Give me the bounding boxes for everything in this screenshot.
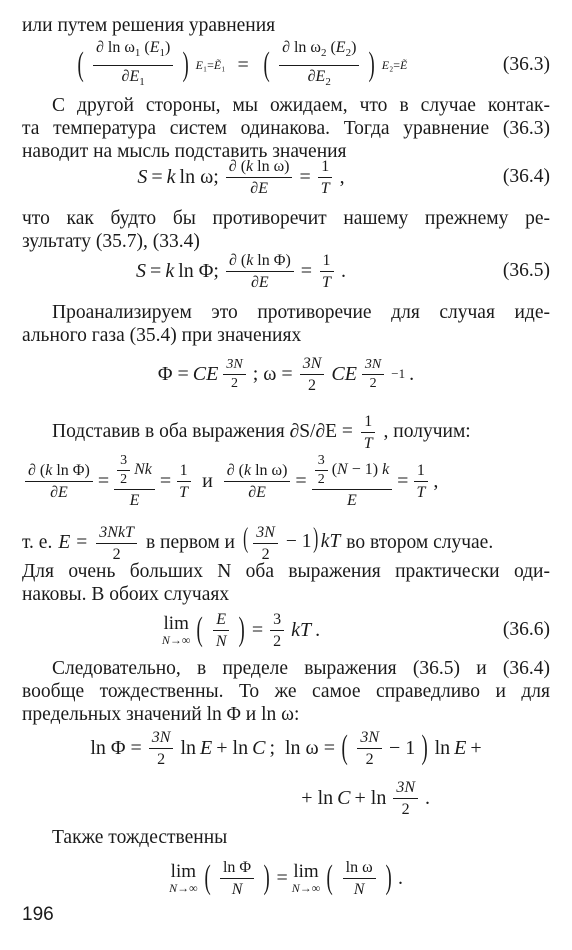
- text-line: предельных значений ln Φ и ln ω:: [22, 704, 300, 725]
- equation-number: (36.3): [502, 54, 550, 75]
- equation-log-forms-line-1: ln Φ = 3N 2 ln E + ln C ; ln ω = ( 3N 2 − 1 ) ln E +: [90, 728, 482, 768]
- text-line: Следовательно, в пределе выражения (36.5) и (36.4): [52, 658, 550, 679]
- equation-number: (36.4): [502, 166, 550, 187]
- text-line: наковы. В обоих случаях: [22, 584, 230, 605]
- equation-number: (36.6): [502, 619, 550, 640]
- equation-limit-equality: lim N→∞ ( ln Φ N ) = lim N→∞ ( ln ω N ) .: [169, 858, 403, 898]
- equation-36-3: ( ∂ $\ln \omega_1$ $(E_1)$ $\partial E_1$ ) E₁=Ẽ₁ = ( ∂ $\ln \omega_2$ $(E_2)$ $\partial E_2$ ) E₂=Ẽ (36.3): [77, 39, 550, 88]
- equation-36-6: lim N→∞ ( E N ) = 3 2 kT . (36.6): [161, 610, 550, 650]
- equation-derivatives: ∂ (k ln Φ) ∂E = $\frac{3}{2}$ Nk E = 1 T и ∂ (k ln ω) ∂E = $\frac{3}{2}$ (N − 1) k E = 1 T ,: [22, 444, 550, 518]
- text-line: Проанализируем это противоречие для случая иде-: [52, 302, 550, 323]
- text-line: зультату (35.7), (33.4): [22, 231, 200, 252]
- text-line: т. е. E = 3NkT 2 в первом и ( $\frac{3N}{2}$ − 1) kT во втором случае.: [22, 523, 494, 563]
- text-fragment: Подставив в оба выражения ∂S/∂E =: [52, 420, 353, 442]
- text-line: или путем решения уравнения: [22, 15, 276, 36]
- text-line: наводит на мысль подставить значения: [22, 141, 347, 162]
- text-fragment: , получим:: [383, 420, 471, 442]
- equation-log-forms-line-2: + ln C + ln 3N 2 .: [301, 778, 430, 818]
- text-line: С другой стороны, мы ожидаем, что в случае контак-: [52, 95, 550, 116]
- equation-ideal-gas: Φ = CE 3N 2 ; ω = 3N 2 CE 3N 2 −1 .: [157, 354, 415, 394]
- text-line: та температура систем одинакова. Тогда уравнение (36.3): [22, 118, 550, 139]
- fraction: 3NkT 2: [96, 523, 137, 564]
- equation-36-4: S = k ln ω; ∂ (k ln ω) ∂E = 1 T , (36.4): [137, 157, 550, 197]
- text-line: Для очень больших N оба выражения практически оди-: [22, 561, 550, 582]
- text-fragment: во втором случае.: [346, 532, 494, 553]
- text-fragment: в первом и: [145, 532, 235, 553]
- page-number: 196: [22, 904, 54, 925]
- text-line: что как будто бы противоречит нашему прежнему ре-: [22, 208, 550, 229]
- equation-number: (36.5): [502, 260, 550, 281]
- text-line: Также тождественны: [52, 827, 228, 848]
- text-line: ального газа (35.4) при значениях: [22, 325, 302, 346]
- equation-36-5: S = k ln Φ; ∂ (k ln Φ) ∂E = 1 T . (36.5): [136, 251, 550, 291]
- text-line: вообще тождественны. То же самое справедливо и для: [22, 681, 550, 702]
- text-fragment: т. е.: [22, 532, 53, 553]
- fraction: $\frac{1}{T}$: [361, 412, 376, 453]
